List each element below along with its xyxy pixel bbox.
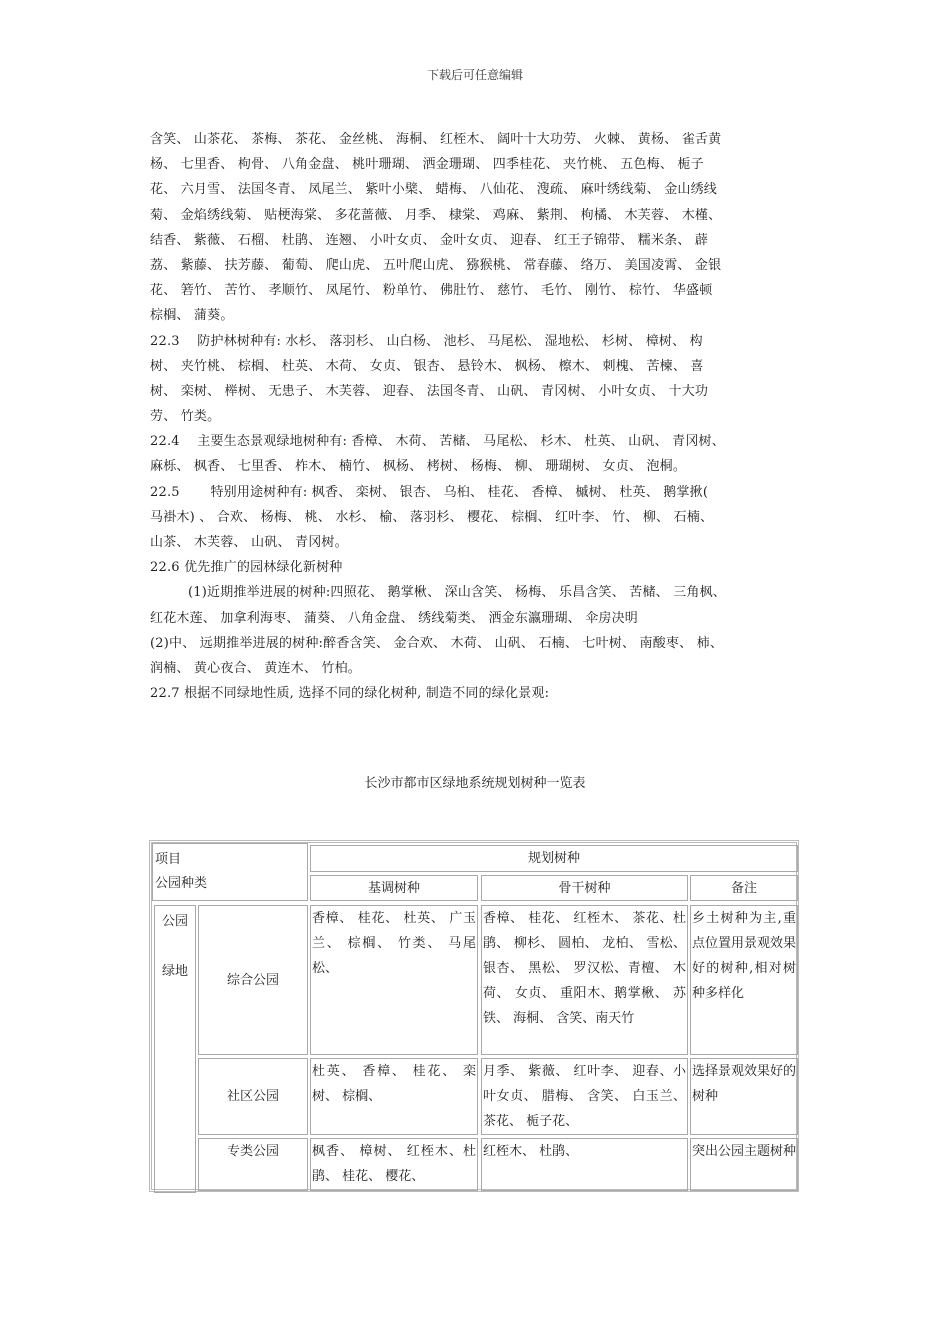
col-header-backbone: 骨干树种 (481, 875, 688, 901)
base-species-cell: 香樟、 桂花、 杜英、 广玉兰、 棕榈、 竹类、 马尾松、 (310, 905, 478, 1055)
table-title: 长沙市都市区绿地系统规划树种一览表 (364, 776, 586, 791)
col-header-base: 基调树种 (310, 875, 478, 901)
text-line: (2)中、 远期推举进展的树种:醉香含笑、 金合欢、 木荷、 山矾、 石楠、 七叶树、 南酸枣、 柿、 (150, 635, 724, 651)
body-text (150, 127, 810, 706)
text-line: 树、 夹竹桃、 棕榈、 杜英、 木荷、 女贞、 银杏、 悬铃木、 枫杨、 檫木、 刺槐、 苦楝、 喜 (150, 358, 704, 374)
base-species-cell: 杜英、 香樟、 桂花、 栾树、 棕榈、 (310, 1058, 478, 1135)
park-type-cell: 社区公园 (198, 1058, 308, 1135)
text-line: 结香、 紫薇、 石榴、 杜鹃、 连翘、 小叶女贞、 金叶女贞、 迎春、 红王子锦带、 糯米条、 薜 (150, 232, 709, 248)
note-cell: 突出公园主题树种 (690, 1138, 798, 1191)
park-type-cell: 专类公园 (198, 1138, 308, 1191)
corner-bottom-label: 公园种类 (155, 876, 208, 891)
base-species-cell: 枫香、 樟树、 红桎木、杜鹃、 桂花、 樱花、 (310, 1138, 478, 1191)
text-line: 菊、 金焰绣线菊、 贴梗海棠、 多花蔷薇、 月季、 棣棠、 鸡麻、 紫荆、 枸橘、 木芙蓉、 木槿、 (150, 207, 722, 223)
col-header-note: 备注 (690, 875, 798, 901)
text-line: 22.4 主要生态景观绿地树种有: 香樟、 木荷、 苦槠、 马尾松、 杉木、 杜英、 山矾、 青冈树、 (150, 434, 725, 450)
tree-species-table (149, 840, 799, 1192)
text-line: 劳、 竹类。 (150, 409, 221, 425)
category-cell (154, 905, 196, 1193)
text-line: 树、 栾树、 榉树、 无患子、 木芙蓉、 迎春、 法国冬青、 山矾、 青冈树、 小叶女贞、 十大功 (150, 383, 709, 399)
note-cell: 乡土树种为主,重点位置用景观效果好的树种,相对树种多样化 (690, 905, 798, 1055)
backbone-species-cell: 红桎木、 杜鹃、 (481, 1138, 688, 1191)
backbone-species-cell: 月季、 紫薇、 红叶李、 迎春、小叶女贞、 腊梅、 含笑、 白玉兰、 茶花、 栀子花、 (481, 1058, 688, 1135)
text-line: 马褂木) 、 合欢、 杨梅、 桃、 水杉、 榆、 落羽杉、 樱花、 棕榈、 红叶李、 竹、 柳、 石楠、 (150, 509, 714, 525)
category-label-2: 绿地 (161, 964, 188, 979)
text-line: 花、 箬竹、 苦竹、 孝顺竹、 凤尾竹、 粉单竹、 佛肚竹、 慈竹、 毛竹、 刚竹、 棕竹、 华盛顿 (150, 283, 713, 299)
text-line: 花、 六月雪、 法国冬青、 凤尾兰、 紫叶小檗、 蜡梅、 八仙花、 溲疏、 麻叶绣线菊、 金山绣线 (150, 182, 717, 198)
text-line: (1)近期推举进展的树种:四照花、 鹅掌楸、 深山含笑、 杨梅、 乐昌含笑、 苦槠、 三角枫、 (188, 585, 726, 601)
text-line: 22.3 防护林树种有: 水杉、 落羽杉、 山白杨、 池杉、 马尾松、 湿地松、 杉树、 樟树、 构 (150, 333, 703, 349)
text-line: 含笑、 山茶花、 茶梅、 茶花、 金丝桃、 海桐、 红桎木、 阔叶十大功劳、 火棘、 黄杨、 雀舌黄 (150, 132, 722, 147)
backbone-species-cell: 香樟、 桂花、 红桎木、 茶花、杜鹃、 柳杉、 圆柏、 龙柏、 雪松、 银杏、 黑松、 罗汉松、青檀、 木荷、 女贞、 重阳木、鹅掌楸、 苏铁、 海桐、 含笑、南天竹 (481, 905, 688, 1055)
page-header: 下载后可任意编辑 (426, 68, 523, 82)
text-line: 红花木莲、 加拿利海枣、 蒲葵、 八角金盘、 绣线菊类、 洒金东瀛珊瑚、 伞房决明 (150, 610, 638, 626)
text-line: 棕榈、 蒲葵。 (150, 308, 234, 324)
text-line: 22.7 根据不同绿地性质, 选择不同的绿化树种, 制造不同的绿化景观: (150, 686, 550, 702)
group-header-cell: 规划树种 (310, 845, 798, 872)
corner-top-label: 项目 (155, 852, 182, 867)
text-line: 麻栎、 枫香、 七里香、 柞木、 楠竹、 枫杨、 栲树、 杨梅、 柳、 珊瑚树、 女贞、 泡桐。 (150, 459, 687, 475)
text-line: 润楠、 黄心夜合、 黄连木、 竹柏。 (150, 660, 361, 676)
text-line: 荔、 紫藤、 扶芳藤、 葡萄、 爬山虎、 五叶爬山虎、 猕猴桃、 常春藤、 络万、 美国凌霄、 金银 (150, 257, 722, 273)
park-type-cell: 综合公园 (198, 905, 308, 1055)
note-cell: 选择景观效果好的树种 (690, 1058, 798, 1135)
text-line: 杨、 七里香、 枸骨、 八角金盘、 桃叶珊瑚、 洒金珊瑚、 四季桂花、 夹竹桃、 五色梅、 栀子 (150, 157, 704, 173)
text-line: 山茶、 木芙蓉、 山矾、 青冈树。 (150, 535, 348, 550)
text-line: 22.5 特别用途树种有: 枫香、 栾树、 银杏、 乌桕、 桂花、 香樟、 槭树、 杜英、 鹅掌揪( (150, 484, 709, 500)
text-line: 22.6 优先推广的园林绿化新树种 (150, 560, 343, 576)
corner-header-cell (152, 843, 308, 901)
category-label-1: 公园 (161, 914, 188, 929)
